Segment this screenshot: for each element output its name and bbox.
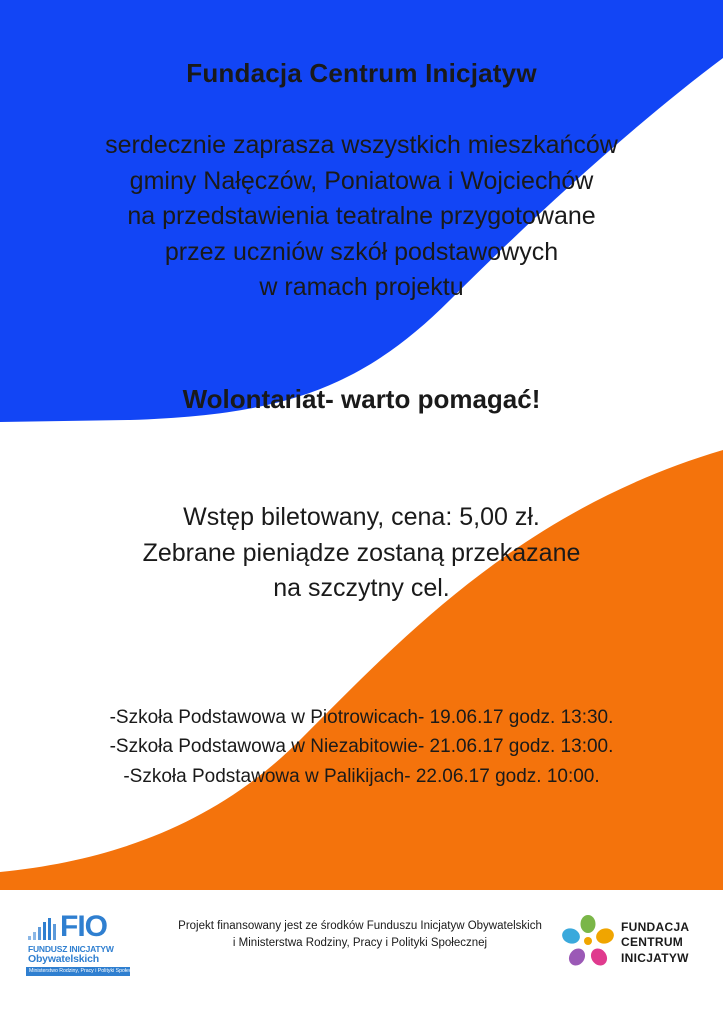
fio-ministry-bar: [26, 967, 142, 976]
flower-mark-icon: [561, 914, 615, 968]
fio-subtitle-1: FUNDUSZ INICJATYW: [28, 944, 114, 954]
fci-line-3: INICJATYW: [621, 950, 689, 965]
fci-line-1: FUNDACJA: [621, 920, 690, 934]
funding-line: i Ministerstwa Rodziny, Pracy i Polityki Społecznej: [232, 937, 488, 950]
fci-wordmark: [621, 920, 689, 966]
fio-wordmark: FIO: [60, 910, 107, 943]
funding-line: Projekt finansowany jest ze środków Funduszu Inicjatyw Obywatelskich: [178, 920, 542, 932]
footer-bar: [0, 890, 723, 1024]
fundacja-centrum-inicjatyw-logo: [561, 910, 701, 976]
schedule-item: -Szkoła Podstawowa w Niezabitowie- 21.06.17 godz. 13:00.: [109, 736, 614, 758]
invitation-text: [0, 128, 723, 306]
invitation-line: w ramach projektu: [259, 273, 464, 301]
fci-line-2: CENTRUM: [621, 935, 684, 950]
schedule-item: -Szkoła Podstawowa w Palikijach- 22.06.17 godz. 10:00.: [123, 765, 600, 787]
fio-logo: [26, 910, 142, 974]
ticket-info-line: Wstęp biletowany, cena: 5,00 zł.: [183, 503, 540, 531]
invitation-line: przez uczniów szkół podstawowych: [164, 237, 559, 266]
fio-subtitle-2: Obywatelskich: [28, 953, 99, 965]
fio-dots-icon: [28, 918, 58, 942]
ticket-info-line: Zebrane pieniądze zostaną przekazane: [142, 538, 581, 567]
fio-ministry-text: Ministerstwo Rodziny, Pracy i Polityki Społecznej: [29, 968, 142, 974]
invitation-line: serdecznie zaprasza wszystkich mieszkańców: [105, 131, 618, 159]
funding-statement: [140, 918, 580, 953]
performance-schedule: [0, 703, 723, 791]
project-title: Wolontariat- warto pomagać!: [182, 384, 541, 414]
ticket-info-line: na szczytny cel.: [273, 574, 450, 602]
organization-name: Fundacja Centrum Inicjatyw: [186, 58, 537, 88]
schedule-item: -Szkoła Podstawowa w Piotrowicach- 19.06.17 godz. 13:30.: [109, 707, 614, 728]
ticket-info: [0, 500, 723, 607]
invitation-line: na przedstawienia teatralne przygotowane: [127, 202, 596, 230]
invitation-line: gminy Nałęczów, Poniatowa i Wojciechów: [129, 166, 594, 195]
